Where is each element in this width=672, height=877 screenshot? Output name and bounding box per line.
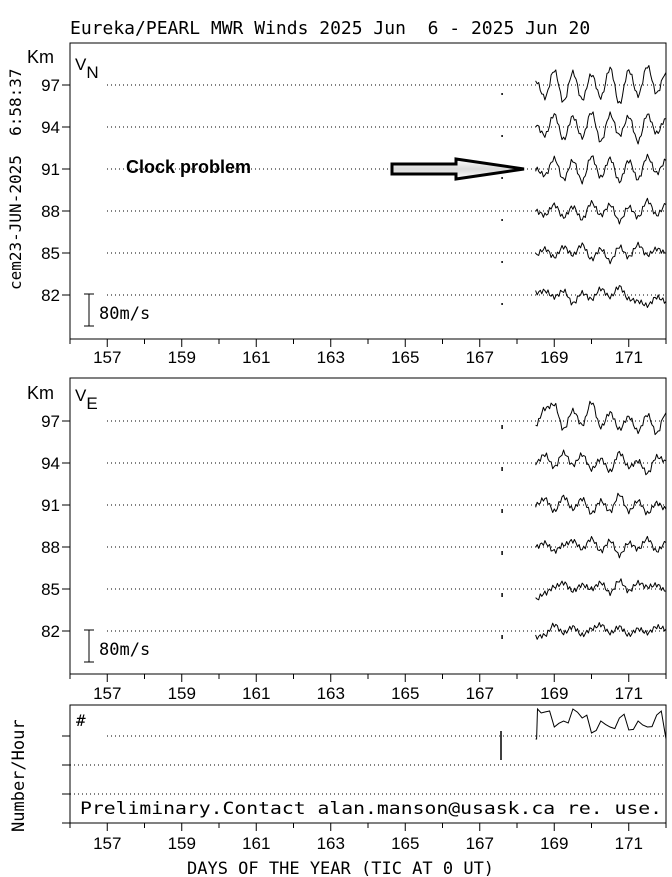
panel-count-x-tick-label: 163 [316,834,345,853]
panel-ve-x-tick-label: 167 [465,684,494,703]
panel-vn-scale-bar [84,294,94,326]
panel-count-marker: # [76,711,86,730]
panel-count-x-tick-label: 167 [465,834,494,853]
panel-vn-scale-label: 80m/s [99,304,151,324]
panel-vn [27,43,666,347]
panel-ve-symbol-subscript: E [86,394,98,413]
panel-count [9,705,666,832]
panel-ve-x-ticks [70,674,666,682]
panel-count-x-ticks [70,823,666,831]
footer-note: Preliminary.Contact alan.manson@usask.ca re. use. [80,799,662,819]
panel-count-series [536,709,666,739]
x-axis-title: DAYS OF THE YEAR (TIC AT 0 UT) [187,859,495,877]
panel-ve-gridlines [107,421,666,631]
vn-y-tick-label: 88 [41,202,60,221]
side-label: cem23-JUN-2025 6:58:37 [6,68,25,290]
ve-y-tick-label: 97 [41,412,60,431]
panel-vn-symbol-main: V [75,55,87,74]
panel-ve-x-tick-labels [93,684,643,703]
panel-ve-x-tick-label: 169 [540,684,569,703]
panel-ve-x-tick-label: 159 [167,684,196,703]
panel-count-x-tick-labels [93,834,643,853]
ve-y-tick-label: 91 [41,496,60,515]
ve-series-line-94 [536,450,666,475]
panel-ve-unit-label: Km [27,383,54,403]
panel-vn-unit-label: Km [27,47,54,67]
panel-ve-scale-bar [84,630,94,662]
panel-count-y-ticks [62,736,70,823]
panel-vn-y-ticks [41,76,70,305]
panel-vn-x-tick-label: 163 [316,348,345,367]
panel-vn-x-tick-labels [93,348,643,367]
panel-ve [27,378,666,682]
ve-y-tick-label: 85 [41,580,60,599]
panel-ve-y-ticks [41,412,70,641]
vn-series-line-94 [536,112,666,144]
ve-y-tick-label: 88 [41,538,60,557]
ve-series-line-91 [536,493,666,515]
vn-y-tick-label: 91 [41,160,60,179]
clock-problem-arrow [392,159,524,179]
panel-ve-x-tick-label: 163 [316,684,345,703]
clock-problem-annotation: Clock problem [126,157,252,177]
panel-ve-x-tick-label: 157 [93,684,122,703]
panel-ve-series [536,401,666,639]
panel-ve-x-tick-label: 161 [242,684,271,703]
panel-vn-x-tick-label: 159 [167,348,196,367]
panel-ve-x-tick-label: 171 [614,684,643,703]
panel-vn-x-tick-label: 161 [242,348,271,367]
panel-vn-x-tick-label: 165 [391,348,420,367]
vn-series-line-82 [536,286,666,308]
panel-vn-gridlines [107,85,666,295]
panel-count-ylabel: Number/Hour [9,719,29,832]
vn-y-tick-label: 82 [41,286,60,305]
panel-vn-symbol [75,55,99,82]
panel-count-series-line [536,709,666,739]
ve-y-tick-label: 82 [41,622,60,641]
panel-vn-x-tick-label: 169 [540,348,569,367]
figure-title: Eureka/PEARL MWR Winds 2025 Jun 6 - 2025 Jun 20 [70,18,591,39]
panel-ve-x-tick-label: 165 [391,684,420,703]
panel-vn-series [536,66,666,308]
panel-vn-x-tick-label: 171 [614,348,643,367]
panel-vn-x-ticks [70,339,666,347]
panel-vn-x-tick-label: 167 [465,348,494,367]
panel-count-x-tick-label: 157 [93,834,122,853]
vn-y-tick-label: 94 [41,118,60,137]
panel-ve-symbol-main: V [75,386,87,405]
ve-y-tick-label: 94 [41,454,60,473]
panel-vn-x-tick-label: 157 [93,348,122,367]
panel-count-x-tick-label: 161 [242,834,271,853]
panel-ve-symbol [75,386,98,413]
panel-count-x-tick-label: 169 [540,834,569,853]
panel-count-x-tick-label: 159 [167,834,196,853]
panel-count-x-tick-label: 171 [614,834,643,853]
panel-vn-symbol-subscript: N [86,63,99,82]
vn-y-tick-label: 85 [41,244,60,263]
panel-count-x-tick-label: 165 [391,834,420,853]
ve-series-line-97 [536,401,666,434]
vn-y-tick-label: 97 [41,76,60,95]
panel-ve-scale-label: 80m/s [99,640,151,660]
